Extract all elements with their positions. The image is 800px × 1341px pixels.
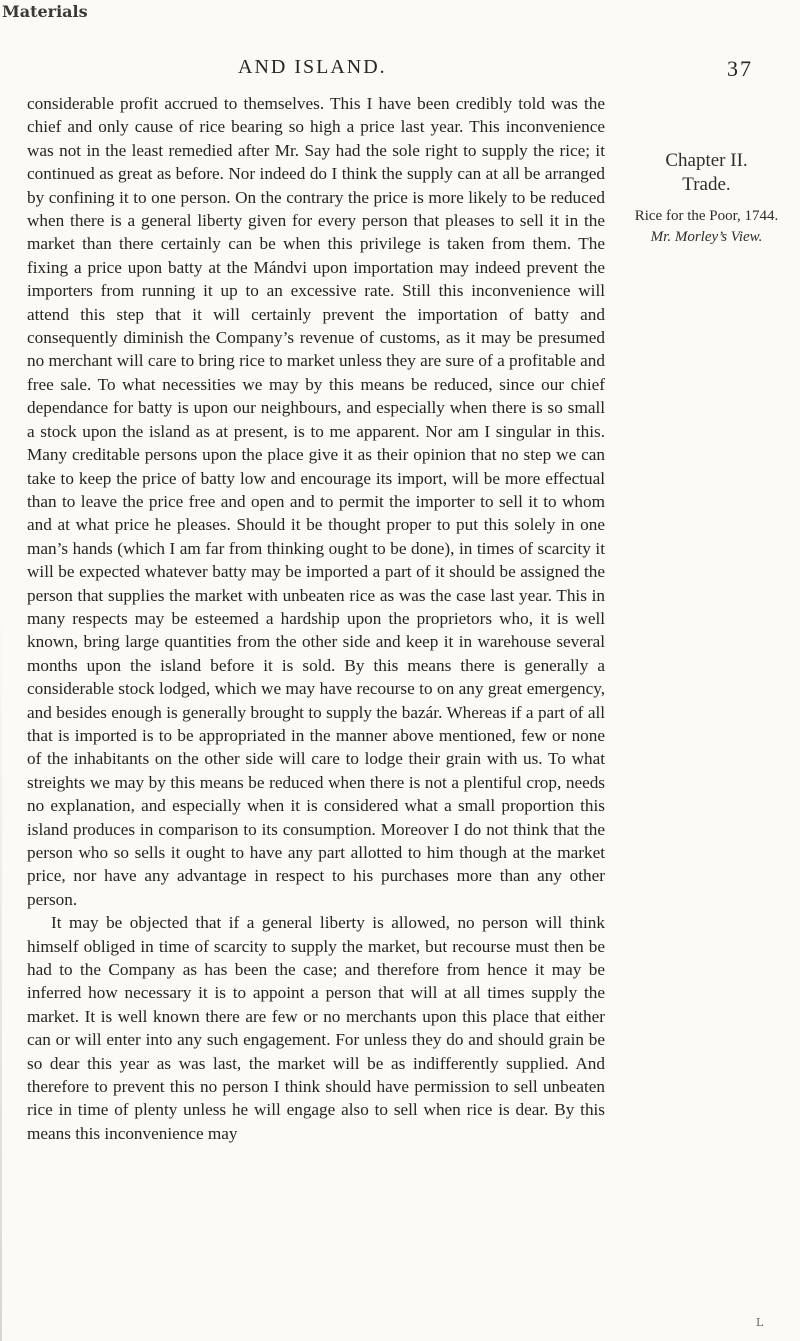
margin-topic: Rice for the Poor, 1744. [634, 208, 779, 224]
page-edge-shadow [0, 600, 2, 1341]
corner-label: Materials [2, 2, 88, 21]
margin-section: Trade. [682, 174, 731, 195]
running-title: AND ISLAND. [238, 56, 387, 78]
paragraph-2: It may be objected that if a general liberty is allowed, no person will think himself obliged in time of scarcity to supply the market, but recourse must then be had to the Company as has been the case; and therefore from hence it may be inferred how necessary it is to appoint a person that will at all times supply the market. It is well known there are few or no merchants upon this place that either can or will enter into any such engagement. For unless they do and should grain be so dear this year as was last, the market will be as indifferently supplied. And therefore to prevent this no person I think should have permission to sell unbeaten rice in time of plenty unless he will engage also to sell when rice is dear. By this means this inconvenience may [27, 913, 605, 1143]
margin-chapter: Chapter II. [665, 150, 748, 171]
page-number: 37 [727, 56, 753, 81]
margin-source: Mr. Morley’s View. [650, 229, 763, 245]
signature-mark: L [756, 1316, 764, 1329]
body-text [27, 92, 605, 1145]
paragraph-1: considerable profit accrued to themselves. This I have been credibly told was the chief and only cause of rice bearing so high a price last year. This inconvenience was not in the least remedied after Mr. Say had the sole right to supply the rice; it continued as great as before. Nor indeed do I think the supply can at all be arranged by confining it to one person. On the contrary the price is more likely to be reduced when there is a general liberty given for every person that pleases to sell it in the market than there certainly can be when this privilege is taken from them. The fixing a price upon batty at the Mándvi upon importation may indeed prevent the importers from running it up to an excessive rate. Still this inconvenience will attend this step that it will certainly prevent the importation of batty and consequently diminish the Company’s revenue of customs, as it may be presumed no merchant will care to bring rice to market unless they are sure of a profitable and free sale. To what necessities we may by this means be reduced, since our chief dependance for batty is upon our neighbours, and especially when there is so small a stock upon the island as at present, is to me apparent. Nor am I singular in this. Many creditable persons upon the place give it as their opinion that no step we can take to keep the price of batty low and encourage its import, will be more effectual than to leave the price free and open and to permit the importer to sell it to whom and at what price he pleases. Should it be thought proper to put this solely in one man’s hands (which I am far from thinking ought to be done), in times of scarcity it will be expected whatever batty may be imported a part of it should be assigned the person that supplies the market with unbeaten rice as was the case last year. This in many respects may be esteemed a hardship upon the proprietors who, it is well known, bring large quantities from the other side and keep it in warehouse several months upon the island before it is sold. By this means there is generally a considerable stock lodged, which we may have recourse to on any great emergency, and besides enough is generally brought to supply the bazár. Whereas if a part of all that is imported is to be appropriated in the manner above mentioned, few or none of the inhabitants on the other side will care to lodge their grain with us. To what streights we may by this means be reduced when there is not a plentiful crop, needs no explanation, and especially when it is considered what a small proportion this island produces in comparison to its consumption. Moreover I do not think that the person who so sells it ought to have any part allotted to him though at the market price, nor have any advantage in respect to his purchases more than any other person. [27, 94, 605, 909]
margin-notes [613, 92, 800, 246]
